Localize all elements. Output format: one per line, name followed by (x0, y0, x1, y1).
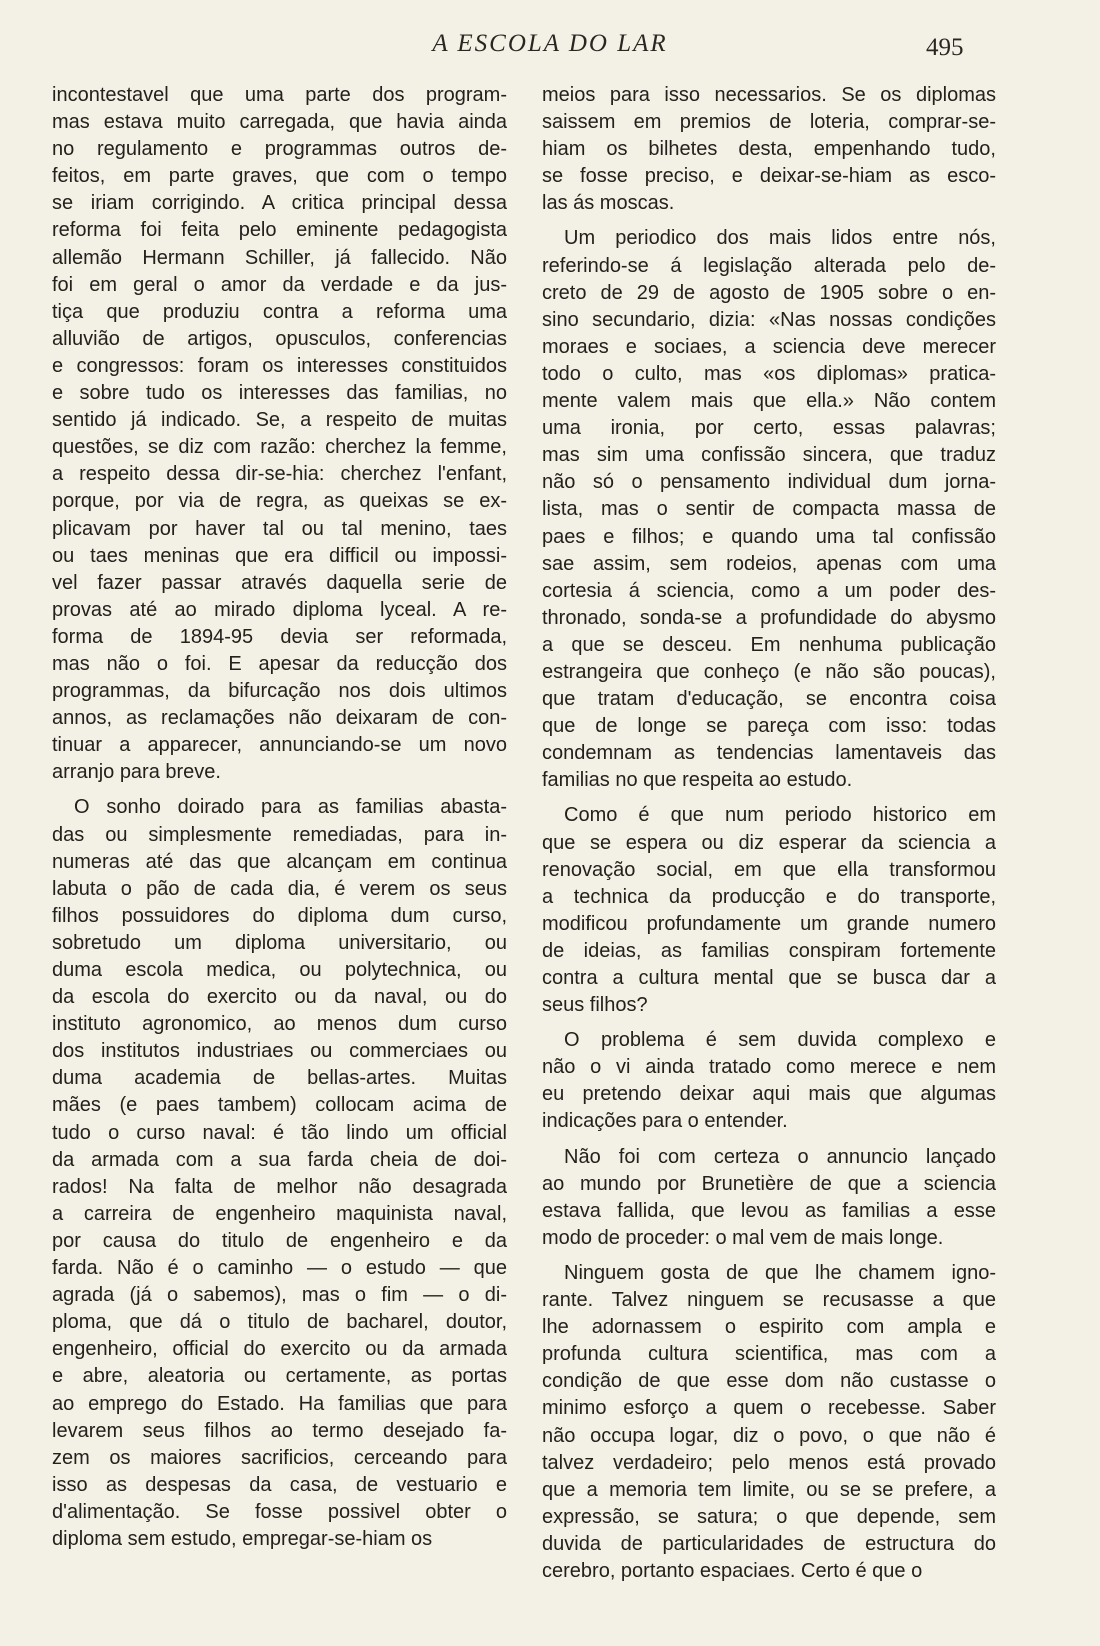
text-line: farda. Não é o caminho — o estudo — que (52, 1257, 507, 1280)
paragraph-gap (542, 217, 996, 225)
text-line: engenheiro, official do exercito ou da armada (52, 1338, 507, 1361)
text-line: allemão Hermann Schiller, já fallecido. Não (52, 246, 507, 269)
text-line: condição de que esse dom não custasse o (542, 1370, 996, 1393)
text-line: paes e filhos; e quando uma tal confissão (542, 525, 996, 548)
text-line: Não foi com certeza o annuncio lançado (564, 1145, 996, 1168)
text-line: sino secundario, dizia: «Nas nossas condições (542, 308, 996, 331)
text-line: mente valem mais que ella.» Não contem (542, 390, 996, 413)
text-line: modo de proceder: o mal vem de mais longe. (542, 1226, 944, 1249)
text-line: hiam os bilhetes desta, empenhando tudo, (542, 138, 996, 161)
text-line: instituto agronomico, ao menos dum curso (52, 1013, 507, 1036)
text-line: e congressos: foram os interesses constituidos (52, 354, 507, 377)
paragraph-gap (542, 794, 996, 802)
text-line: que de longe se pareça com isso: todas (542, 715, 996, 738)
text-line: minimo esforço a quem o recebesse. Saber (542, 1397, 996, 1420)
text-line: a que se desceu. Em nenhuma publicação (542, 633, 996, 656)
text-line: duma escola medica, ou polytechnica, ou (52, 959, 507, 981)
text-line: cortesia á sciencia, como a um poder des- (542, 579, 996, 602)
paragraph-gap (52, 786, 507, 794)
text-line: que tratam d'educação, se encontra coisa (542, 688, 996, 711)
text-line: ao mundo por Brunetière de que a sciencia (542, 1172, 996, 1195)
text-line: saissem em premios de loteria, comprar-se- (542, 111, 996, 134)
left-column (52, 82, 507, 1553)
text-line: programmas, da bifurcação nos dois ultimos (52, 680, 507, 703)
text-line: creto de 29 de agosto de 1905 sobre o en- (542, 281, 996, 304)
text-line: provas até ao mirado diploma lyceal. A re- (52, 598, 507, 621)
text-line: condemnam as tendencias lamentaveis das (542, 742, 996, 765)
text-line: duma academia de bellas-artes. Muitas (52, 1067, 507, 1090)
text-line: thronado, sonda-se a profundidade do abysmo (542, 606, 996, 629)
text-line: se iriam corrigindo. A critica principal dessa (52, 192, 507, 215)
text-line: familias no que respeita ao estudo. (542, 769, 853, 792)
page-number: 495 (926, 34, 964, 61)
text-line: sentido já indicado. Se, a respeito de muitas (52, 409, 507, 432)
text-line: estrangeira que conheço (e não são poucas), (542, 660, 996, 683)
text-line: contra a cultura mental que se busca dar a (542, 967, 996, 989)
text-line: e abre, aleatoria ou certamente, as portas (52, 1365, 507, 1388)
text-line: numeras até das que alcançam em continua (52, 850, 507, 873)
text-line: a carreira de engenheiro maquinista naval, (52, 1202, 507, 1225)
text-line: levarem seus filhos ao termo desejado fa- (52, 1419, 507, 1442)
text-line: todo o culto, mas «os diplomas» pratica- (542, 362, 996, 385)
text-line: vel fazer passar através daquella serie de (52, 571, 507, 594)
text-line: labuta o pão de cada dia, é verem os seus (52, 877, 507, 900)
text-line: annos, as reclamações não deixaram de con- (52, 707, 507, 730)
text-line: zem os maiores sacrificios, cerceando para (52, 1446, 507, 1469)
text-line: eu pretendo deixar aqui mais que algumas (542, 1083, 996, 1106)
text-line: alluvião de artigos, opusculos, conferencias (52, 327, 507, 350)
text-line: cerebro, portanto espaciaes. Certo é que o (542, 1559, 923, 1582)
text-line: questões, se diz com razão: cherchez la femme, (52, 436, 507, 459)
text-line: que se espera ou diz esperar da sciencia a (542, 831, 996, 854)
text-line: ou taes meninas que era difficil ou impossi- (52, 544, 507, 567)
text-line: porque, por via de regra, as queixas se ex- (52, 490, 507, 513)
text-line: forma de 1894-95 devia ser reformada, (52, 625, 507, 648)
text-line: plicavam por haver tal ou tal menino, taes (52, 517, 507, 540)
text-line: arranjo para breve. (52, 761, 221, 784)
text-line: referindo-se á legislação alterada pelo de- (542, 254, 996, 277)
text-line: reforma foi feita pelo eminente pedagogista (52, 219, 507, 242)
text-line: meios para isso necessarios. Se os diplomas (542, 84, 996, 106)
text-line: dos institutos industriaes ou commerciaes ou (52, 1040, 507, 1063)
text-line: filhos possuidores do diploma dum curso, (52, 904, 507, 927)
text-line: incontestavel que uma parte dos program- (52, 84, 507, 106)
text-line: talvez verdadeiro; pelo menos está provado (542, 1451, 996, 1474)
text-line: foi em geral o amor da verdade e da jus- (52, 273, 507, 296)
text-line: tiça que produziu contra a reforma uma (52, 300, 507, 323)
text-line: se fosse preciso, e deixar-se-hiam as esco- (542, 165, 996, 188)
text-line: rados! Na falta de melhor não desagrada (52, 1175, 507, 1198)
running-head: A ESCOLA DO LAR (432, 30, 668, 57)
text-line: d'alimentação. Se fosse possivel obter o (52, 1500, 507, 1523)
text-line: lhe adornassem o espirito com ampla e (542, 1316, 996, 1339)
text-line: estava fallida, que levou as familias a esse (542, 1199, 996, 1222)
text-line: isso as despesas da casa, de vestuario e (52, 1473, 507, 1496)
text-line: profunda cultura scientifica, mas com a (542, 1343, 996, 1366)
text-line: de ideias, as familias conspiram fortemente (542, 939, 996, 962)
text-line: lista, mas o sentir de compacta massa de (542, 498, 996, 521)
text-line: ao emprego do Estado. Ha familias que para (52, 1392, 507, 1415)
text-line: da armada com a sua farda cheia de doi- (52, 1148, 507, 1171)
text-line: agrada (já o sabemos), mas o fim — o di- (52, 1284, 507, 1307)
text-line: uma ironia, por certo, essas palavras; (542, 417, 996, 440)
text-line: e sobre tudo os interesses das familias, no (52, 382, 507, 405)
text-line: duvida de particularidades de estructura do (542, 1532, 996, 1555)
text-line: renovação social, em que ella transformou (542, 858, 996, 881)
text-line: las ás moscas. (542, 192, 675, 215)
text-line: mães (e paes tambem) collocam acima de (52, 1094, 507, 1117)
text-line: expressão, se satura; o que depende, sem (542, 1505, 996, 1528)
text-line: no regulamento e programmas outros de- (52, 138, 507, 161)
text-line: não o vi ainda tratado como merece e nem (542, 1056, 996, 1079)
paragraph-gap (542, 1019, 996, 1027)
text-line: Um periodico dos mais lidos entre nós, (564, 227, 996, 250)
text-line: sae assim, sem rodeios, apenas com uma (542, 552, 996, 575)
text-line: por causa do titulo de engenheiro e da (52, 1229, 507, 1252)
text-line: Como é que num periodo historico em (564, 804, 996, 827)
text-line: tudo o curso naval: é tão lindo um official (52, 1121, 507, 1144)
text-line: a respeito dessa dir-se-hia: cherchez l'enfant, (52, 463, 507, 486)
text-line: O problema é sem duvida complexo e (564, 1029, 996, 1052)
text-line: seus filhos? (542, 994, 648, 1017)
text-line: da escola do exercito ou da naval, ou do (52, 986, 507, 1009)
text-line: mas não o foi. E apesar da reducção dos (52, 652, 507, 675)
text-line: não occupa logar, diz o povo, o que não é (542, 1424, 996, 1447)
text-line: O sonho doirado para as familias abasta- (74, 796, 507, 819)
text-line: tinuar a apparecer, annunciando-se um novo (52, 734, 507, 757)
right-column (542, 82, 996, 1585)
text-line: mas estava muito carregada, que havia ainda (52, 111, 507, 134)
text-line: rante. Talvez ninguem se recusasse a que (542, 1289, 996, 1312)
text-line: sobretudo um diploma universitario, ou (52, 931, 507, 954)
text-line: feitos, em parte graves, que com o tempo (52, 165, 507, 188)
paragraph-gap (542, 1136, 996, 1144)
text-line: mas sim uma confissão sincera, que traduz (542, 444, 996, 467)
paragraph-gap (542, 1252, 996, 1260)
text-line: moraes e sociaes, a sciencia deve merecer (542, 335, 996, 358)
text-line: diploma sem estudo, empregar-se-hiam os (52, 1527, 433, 1550)
text-line: não só o pensamento individual dum jorna- (542, 471, 996, 494)
text-line: indicações para o entender. (542, 1110, 788, 1133)
text-line: Ninguem gosta de que lhe chamem igno- (564, 1261, 996, 1284)
text-line: modificou profundamente um grande numero (542, 912, 996, 935)
text-line: das ou simplesmente remediadas, para in- (52, 823, 507, 846)
text-line: a technica da producção e do transporte, (542, 885, 996, 908)
text-line: ploma, que dá o titulo de bacharel, doutor, (52, 1311, 507, 1334)
text-line: que a memoria tem limite, ou se se prefere, a (542, 1478, 996, 1501)
